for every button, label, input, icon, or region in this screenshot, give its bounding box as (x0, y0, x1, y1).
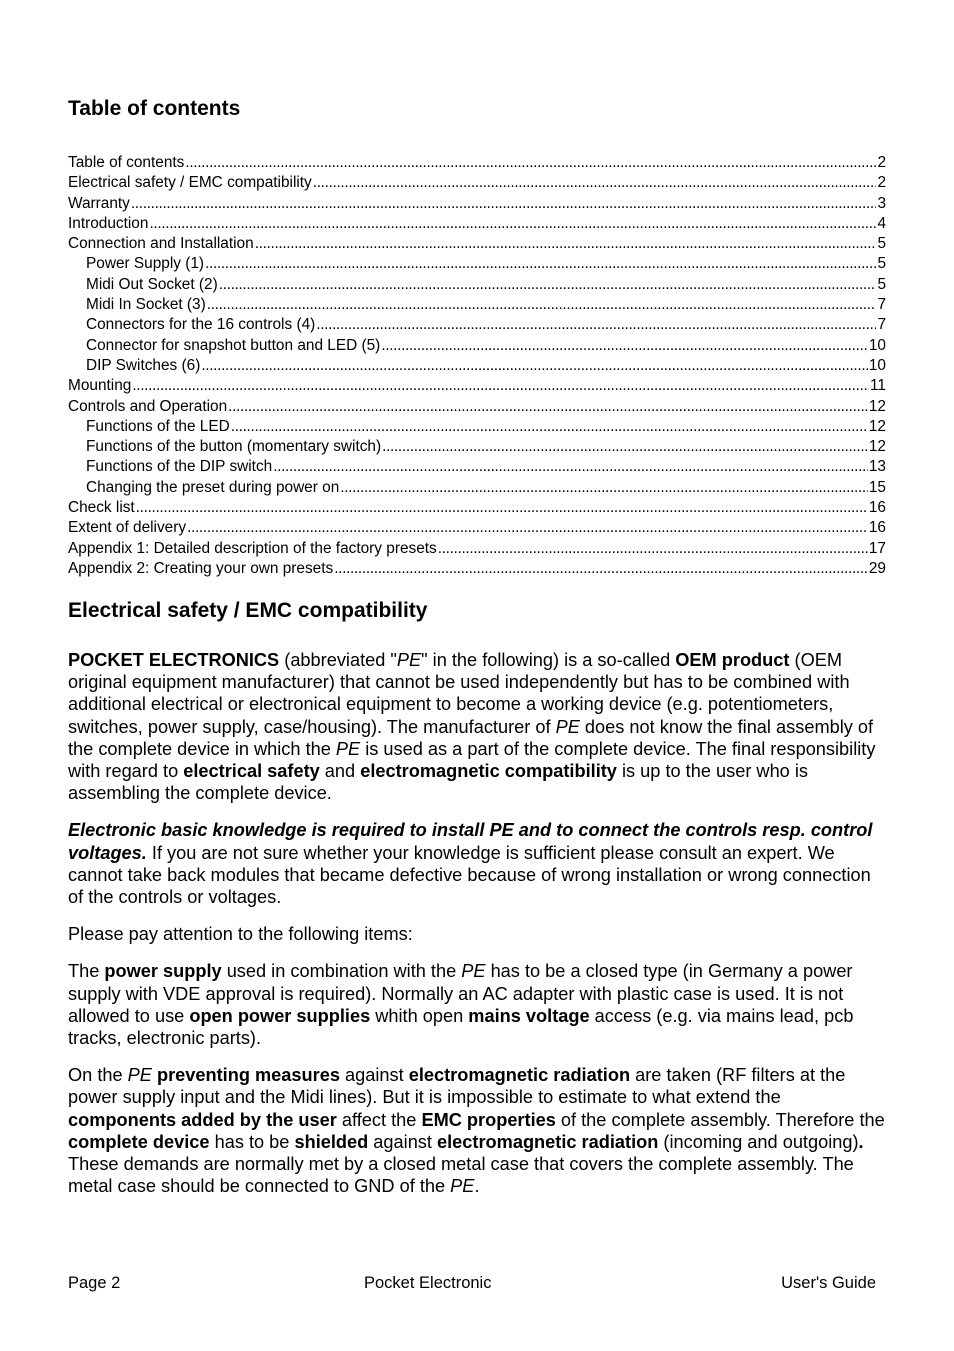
toc-entry[interactable] (68, 376, 886, 396)
toc-entry-label: Functions of the LED (86, 417, 230, 435)
toc-entry-page: 17 (868, 539, 886, 557)
toc-entry[interactable] (68, 275, 886, 295)
toc-dot-leader (201, 356, 868, 376)
toc-entry[interactable] (68, 295, 886, 315)
toc-entry[interactable] (68, 457, 886, 477)
toc-dot-leader (438, 539, 868, 559)
toc-entry-page: 12 (868, 438, 886, 456)
toc-entry[interactable] (68, 356, 886, 376)
toc-dot-leader (273, 457, 868, 477)
toc-dot-leader (316, 315, 876, 335)
toc-entry-page: 5 (877, 275, 886, 293)
toc-entry-page: 29 (868, 559, 886, 577)
toc-entry-label: Warranty (68, 194, 130, 212)
toc-entry[interactable] (68, 214, 886, 234)
toc-entry-label: Table of contents (68, 154, 185, 171)
toc-entry-page: 2 (877, 174, 886, 192)
paragraph-emc-measures: On the PE preventing measures against electromagnetic radiation are taken (RF filters at the power supply input and the Midi lines). But it is impossible to estimate to what extend the components added by the user affect the EMC properties of the complete assembly. Therefore the complete device has to be shielded against electromagnetic radiation (incoming and outgoing). These demands are normally met by a closed metal case that covers the complete assembly. The metal case should be connected to GND of the PE. (68, 1065, 885, 1197)
toc-dot-leader (187, 518, 868, 538)
footer-guide-name: User's Guide (781, 1274, 876, 1292)
toc-entry[interactable] (68, 559, 886, 579)
toc-dot-leader (132, 376, 869, 396)
toc-entry[interactable] (68, 315, 886, 335)
paragraph-oem-product: POCKET ELECTRONICS (abbreviated "PE" in the following) is a so-called OEM product (OEM original equipment manufacturer) that cannot be used independently but has to be combined with additional electrical or electronical equipment to become a working device (e.g. potentiometers, switches, power supply, case/housing). The manufacturer of PE does not know the final assembly of the complete device in which the PE is used as a part of the complete device. The final responsibility with regard to electrical safety and electromagnetic compatibility is up to the user who is assembling the complete device. (68, 650, 876, 804)
page-footer (68, 1272, 876, 1294)
toc-dot-leader (231, 417, 868, 437)
toc-entry-page: 7 (877, 316, 886, 334)
toc-entry-page: 5 (877, 255, 886, 273)
toc-entry-label: Functions of the button (momentary switch) (86, 438, 382, 456)
toc-entry-page: 10 (868, 336, 886, 354)
toc-entry[interactable] (68, 397, 886, 417)
toc-dot-leader (136, 498, 868, 518)
toc-entry-page: 4 (877, 214, 886, 232)
paragraph-power-supply: The power supply used in combination with the PE has to be a closed type (in Germany a power supply with VDE approval is required). Normally an AC adapter with plastic case is used. It is not allowed to use open power supplies whith open mains voltage access (e.g. via mains lead, pcb tracks, electronic parts). (68, 961, 854, 1049)
toc-entry-label: Controls and Operation (68, 397, 228, 415)
toc-dot-leader (149, 214, 876, 234)
toc-entry-page: 12 (868, 397, 886, 415)
toc-entry[interactable] (68, 234, 886, 254)
paragraph-knowledge-warning: Electronic basic knowledge is required to install PE and to connect the controls resp. control voltages. If you are not sure whether your knowledge is sufficient please consult an expert. We cannot take back modules that became defective because of wrong installation or wrong connection of the controls or voltages. (68, 820, 873, 908)
toc-entry-label: Electrical safety / EMC compatibility (68, 174, 312, 192)
toc-entry-label: Mounting (68, 377, 132, 395)
toc-entry-page: 2 (877, 154, 886, 171)
toc-entry[interactable] (68, 173, 886, 193)
toc-entry-page: 11 (870, 377, 886, 395)
footer-page-number: Page 2 (68, 1274, 121, 1292)
toc-dot-leader (255, 234, 877, 254)
toc-entry-label: Connector for snapshot button and LED (5) (86, 336, 381, 354)
section-heading: Electrical safety / EMC compatibility (68, 599, 428, 622)
toc-entry[interactable] (68, 153, 886, 173)
toc-entry-page: 10 (868, 356, 886, 374)
section-body (68, 649, 886, 1212)
toc-entry-label: Power Supply (1) (86, 255, 205, 273)
toc-entry-page: 16 (868, 499, 886, 517)
toc-entry-label: Extent of delivery (68, 519, 187, 537)
footer-product-name: Pocket Electronic (364, 1274, 492, 1292)
table-of-contents (68, 153, 886, 579)
toc-dot-leader (313, 173, 877, 193)
toc-entry[interactable] (68, 518, 886, 538)
toc-dot-leader (228, 397, 868, 417)
toc-heading: Table of contents (68, 97, 241, 120)
toc-entry[interactable] (68, 194, 886, 214)
toc-entry[interactable] (68, 539, 886, 559)
toc-entry-page: 12 (868, 417, 886, 435)
toc-dot-leader (381, 336, 868, 356)
toc-entry[interactable] (68, 254, 886, 274)
toc-entry-label: Introduction (68, 214, 149, 232)
toc-entry-page: 13 (868, 458, 886, 476)
toc-entry-page: 5 (877, 235, 886, 253)
toc-entry-label: Midi In Socket (3) (86, 296, 206, 314)
toc-dot-leader (207, 295, 877, 315)
toc-dot-leader (334, 559, 868, 579)
toc-entry[interactable] (68, 417, 886, 437)
toc-dot-leader (340, 478, 868, 498)
toc-entry-label: Connection and Installation (68, 235, 254, 253)
toc-dot-leader (219, 275, 877, 295)
toc-entry-page: 3 (877, 194, 886, 212)
toc-entry-label: Check list (68, 499, 135, 517)
toc-entry-label: Changing the preset during power on (86, 478, 340, 496)
toc-entry[interactable] (68, 336, 886, 356)
toc-entry-page: 15 (868, 478, 886, 496)
toc-dot-leader (205, 254, 876, 274)
toc-entry-label: Appendix 1: Detailed description of the factory presets (68, 539, 437, 557)
toc-entry-label: Midi Out Socket (2) (86, 275, 218, 293)
toc-dot-leader (131, 194, 877, 214)
toc-entry-label: Appendix 2: Creating your own presets (68, 559, 334, 577)
toc-entry[interactable] (68, 498, 886, 518)
toc-entry[interactable] (68, 437, 886, 457)
toc-entry-label: DIP Switches (6) (86, 356, 201, 374)
toc-entry-page: 7 (877, 296, 886, 314)
toc-dot-leader (382, 437, 868, 457)
toc-entry-label: Functions of the DIP switch (86, 458, 273, 476)
toc-dot-leader (185, 153, 876, 173)
toc-entry-label: Connectors for the 16 controls (4) (86, 316, 316, 334)
paragraph-attention: Please pay attention to the following items: (68, 924, 413, 945)
toc-entry[interactable] (68, 478, 886, 498)
toc-entry-page: 16 (868, 519, 886, 537)
